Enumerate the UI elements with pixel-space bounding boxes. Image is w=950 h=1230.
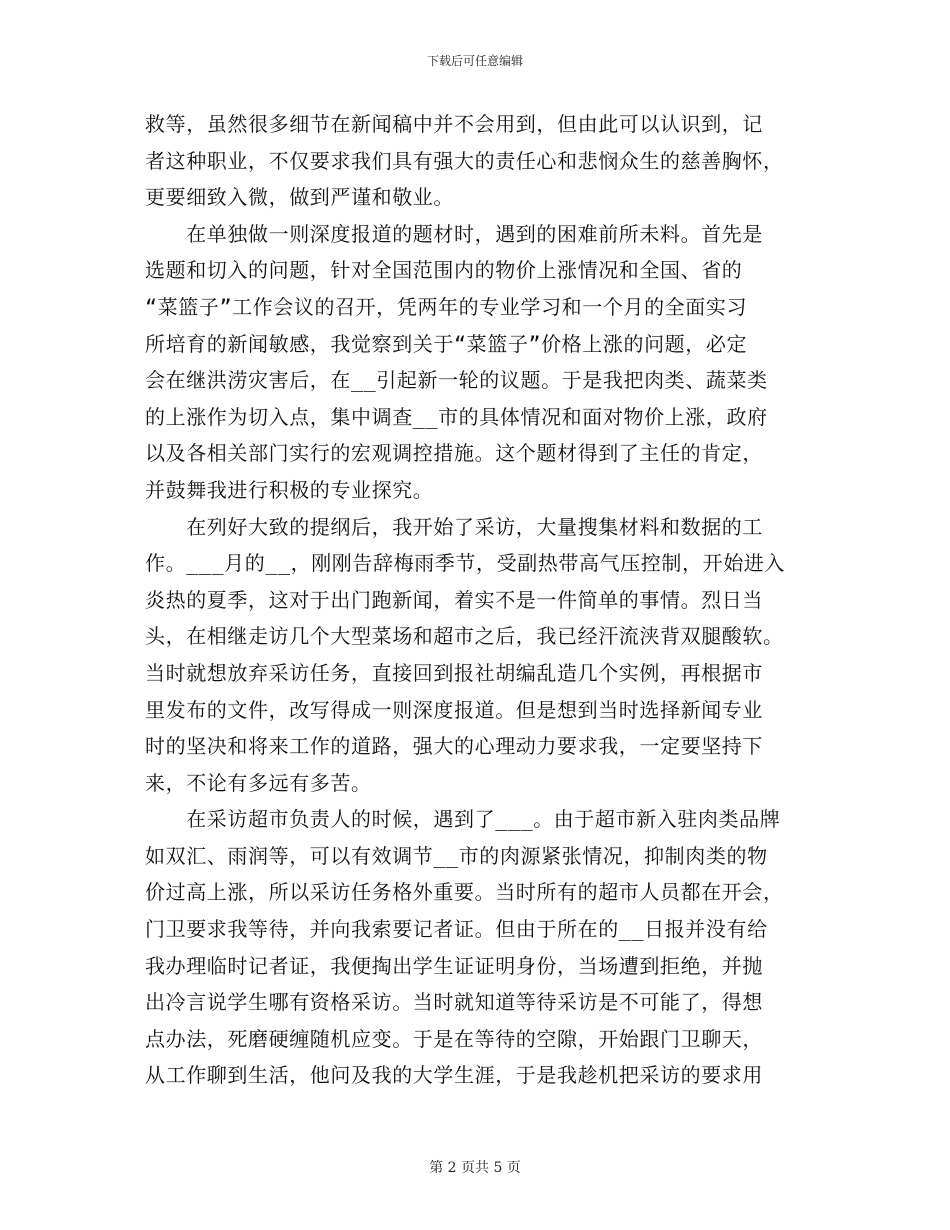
text-line: 者这种职业，不仅要求我们具有强大的责任心和悲悯众生的慈善胸怀，	[145, 148, 784, 173]
paragraph-2	[145, 216, 805, 509]
paragraph-1	[145, 106, 805, 216]
text-line: 炎热的夏季，这对于出门跑新闻，着实不是一件简单的事情。烈日当	[145, 587, 763, 612]
document-body	[145, 106, 805, 1094]
text-line: 在列好大致的提纲后，我开始了采访，大量搜集材料和数据的工	[145, 514, 763, 539]
text-line: 点办法，死磨硬缠随机应变。于是在等待的空隙，开始跟门卫聊天，	[145, 1026, 763, 1051]
text-line: 选题和切入的问题，针对全国范围内的物价上涨情况和全国、省的	[145, 258, 743, 283]
text-line: 如双汇、雨润等，可以有效调节__市的肉源紧张情况，抑制肉类的物	[145, 843, 768, 868]
text-line: 以及各相关部门实行的宏观调控措施。这个题材得到了主任的肯定，	[145, 441, 763, 466]
text-line: 救等，虽然很多细节在新闻稿中并不会用到，但由此可以认识到，记	[145, 112, 763, 136]
header-text: 下载后可任意编辑	[426, 54, 523, 68]
text-line: 在单独做一则深度报道的题材时，遇到的困难前所未料。首先是	[145, 221, 763, 246]
text-line: 我办理临时记者证，我便掏出学生证证明身份，当场遭到拒绝，并抛	[145, 953, 763, 978]
page-footer	[0, 1159, 950, 1177]
text-line: 并鼓舞我进行积极的专业探究。	[145, 477, 434, 502]
paragraph-3	[145, 509, 805, 802]
paragraph-4	[145, 801, 805, 1094]
text-line: 的上涨作为切入点，集中调查__市的具体情况和面对物价上涨，政府	[145, 404, 768, 429]
text-line: 会在继洪涝灾害后，在__引起新一轮的议题。于是我把肉类、蔬菜类	[145, 368, 768, 393]
text-line: 时的坚决和将来工作的道路，强大的心理动力要求我，一定要坚持下	[145, 734, 763, 759]
text-line: 更要细致入微，做到严谨和敬业。	[145, 185, 454, 210]
text-line: 所培育的新闻敏感，我觉察到关于“菜篮子”价格上涨的问题，必定	[145, 331, 748, 356]
text-line: 从工作聊到生活，他问及我的大学生涯，于是我趁机把采访的要求用	[145, 1063, 763, 1088]
text-line: 头，在相继走访几个大型菜场和超市之后，我已经汗流浃背双腿酸软。	[145, 624, 784, 649]
text-line: 来，不论有多远有多苦。	[145, 770, 372, 795]
text-line: 在采访超市负责人的时候，遇到了___。由于超市新入驻肉类品牌	[145, 807, 781, 832]
text-line: 门卫要求我等待，并向我索要记者证。但由于所在的__日报并没有给	[145, 917, 768, 942]
text-line: 作。___月的__，刚刚告辞梅雨季节，受副热带高气压控制，开始进入	[145, 551, 786, 576]
text-line: 价过高上涨，所以采访任务格外重要。当时所有的超市人员都在开会，	[145, 880, 784, 905]
page-number-text: 第 2 页共 5 页	[429, 1160, 521, 1176]
text-line: 里发布的文件，改写得成一则深度报道。但是想到当时选择新闻专业	[145, 697, 763, 722]
text-line: 出冷言说学生哪有资格采访。当时就知道等待采访是不可能了，得想	[145, 990, 763, 1015]
text-line: “菜篮子”工作会议的召开，凭两年的专业学习和一个月的全面实习	[145, 294, 748, 319]
text-line: 当时就想放弃采访任务，直接回到报社胡编乱造几个实例，再根据市	[145, 660, 763, 685]
page-header	[0, 53, 950, 69]
